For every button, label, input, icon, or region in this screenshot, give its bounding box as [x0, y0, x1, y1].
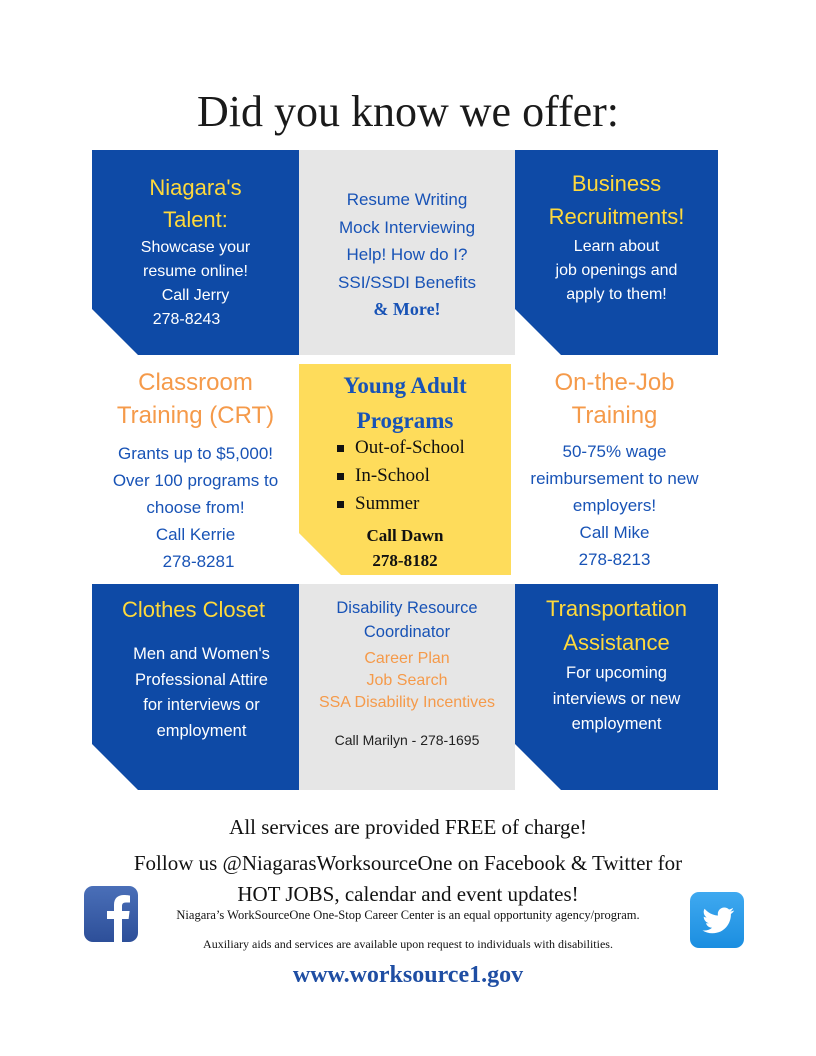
section-phone: 278-8213	[578, 550, 651, 569]
classroom-training-section	[92, 366, 299, 581]
section-heading: Training (CRT)	[116, 402, 275, 429]
section-text: Call Kerrie	[155, 525, 236, 544]
follow-statement: Follow us @NiagarasWorksourceOne on Facebook & Twitter for	[133, 851, 683, 875]
card-text: employment	[156, 721, 247, 740]
card-text: Men and Women's	[133, 645, 270, 663]
service-item: Career Plan	[364, 650, 450, 667]
call-contact: Call Dawn	[366, 526, 444, 545]
service-item: Resume Writing	[346, 190, 468, 209]
card-text: For upcoming	[566, 664, 667, 682]
section-text: Over 100 programs to	[112, 471, 279, 490]
card-heading: Clothes Closet	[121, 597, 266, 622]
auxiliary-aids-statement: Auxiliary aids and services are available upon request to individuals with disabilities.	[203, 937, 613, 951]
transportation-assistance-card	[515, 584, 718, 790]
business-recruitments-card	[515, 150, 718, 355]
card-heading: Niagara's	[149, 175, 242, 200]
card-heading: Talent:	[163, 207, 228, 232]
card-heading: Assistance	[563, 630, 670, 655]
service-item: SSA Disability Incentives	[318, 694, 496, 711]
card-heading: Programs	[356, 408, 454, 433]
program-list	[331, 434, 465, 518]
on-the-job-training-section	[511, 366, 718, 581]
page-title: Did you know we offer:	[197, 87, 619, 136]
free-statement: All services are provided FREE of charge!	[229, 815, 587, 839]
young-adult-programs-card	[299, 364, 511, 575]
section-text: 50-75% wage	[562, 442, 667, 461]
program-item: In-School	[331, 462, 465, 490]
service-item: Help! How do I?	[346, 245, 468, 264]
card-text: Call Jerry	[161, 287, 230, 304]
service-item: SSI/SSDI Benefits	[338, 272, 476, 292]
card-text: apply to them!	[566, 286, 667, 303]
section-text: Call Mike	[579, 523, 650, 542]
card-heading: Coordinator	[363, 623, 451, 641]
section-text: Grants up to $5,000!	[118, 444, 273, 463]
twitter-icon[interactable]	[690, 892, 744, 948]
card-text: Professional Attire	[135, 670, 268, 689]
website-link[interactable]: www.worksource1.gov	[292, 962, 524, 988]
card-text: Learn about	[573, 238, 660, 255]
niagaras-talent-card	[92, 150, 299, 355]
card-text: employment	[571, 715, 662, 733]
section-heading: Training	[571, 402, 658, 429]
section-text: employers!	[572, 496, 657, 515]
section-phone: 278-8281	[162, 552, 235, 571]
equal-opportunity-statement: Niagara’s WorkSourceOne One-Stop Career Center is an equal opportunity agency/program.	[176, 908, 640, 922]
card-heading: Disability Resource	[336, 599, 478, 617]
clothes-closet-card	[92, 584, 299, 790]
services-list-card	[299, 150, 515, 355]
section-text: choose from!	[146, 498, 245, 517]
program-item: Summer	[331, 490, 465, 518]
section-text: reimbursement to new	[530, 469, 699, 488]
card-phone: 278-8243	[152, 311, 221, 328]
call-contact: Call Marilyn - 278-1695	[334, 732, 480, 748]
card-text: interviews or new	[552, 689, 681, 708]
card-heading: Transportation	[545, 596, 688, 621]
card-text: for interviews or	[143, 696, 260, 714]
hot-jobs-statement: HOT JOBS, calendar and event updates!	[237, 882, 579, 906]
disability-resource-card	[299, 584, 515, 790]
program-item: Out-of-School	[331, 434, 465, 462]
card-text: job openings and	[555, 262, 678, 279]
more-label: & More!	[373, 299, 441, 319]
card-heading: Young Adult	[343, 373, 467, 398]
service-item: Job Search	[366, 672, 448, 689]
section-heading: Classroom	[138, 369, 253, 396]
card-heading: Business	[571, 171, 662, 196]
section-heading: On-the-Job	[554, 369, 675, 396]
twitter-bird-icon	[690, 892, 744, 948]
service-item: Mock Interviewing	[338, 217, 476, 237]
card-heading: Recruitments!	[548, 204, 685, 229]
call-phone: 278-8182	[372, 551, 438, 570]
card-text: Showcase your	[140, 239, 251, 256]
card-text: resume online!	[143, 263, 248, 280]
